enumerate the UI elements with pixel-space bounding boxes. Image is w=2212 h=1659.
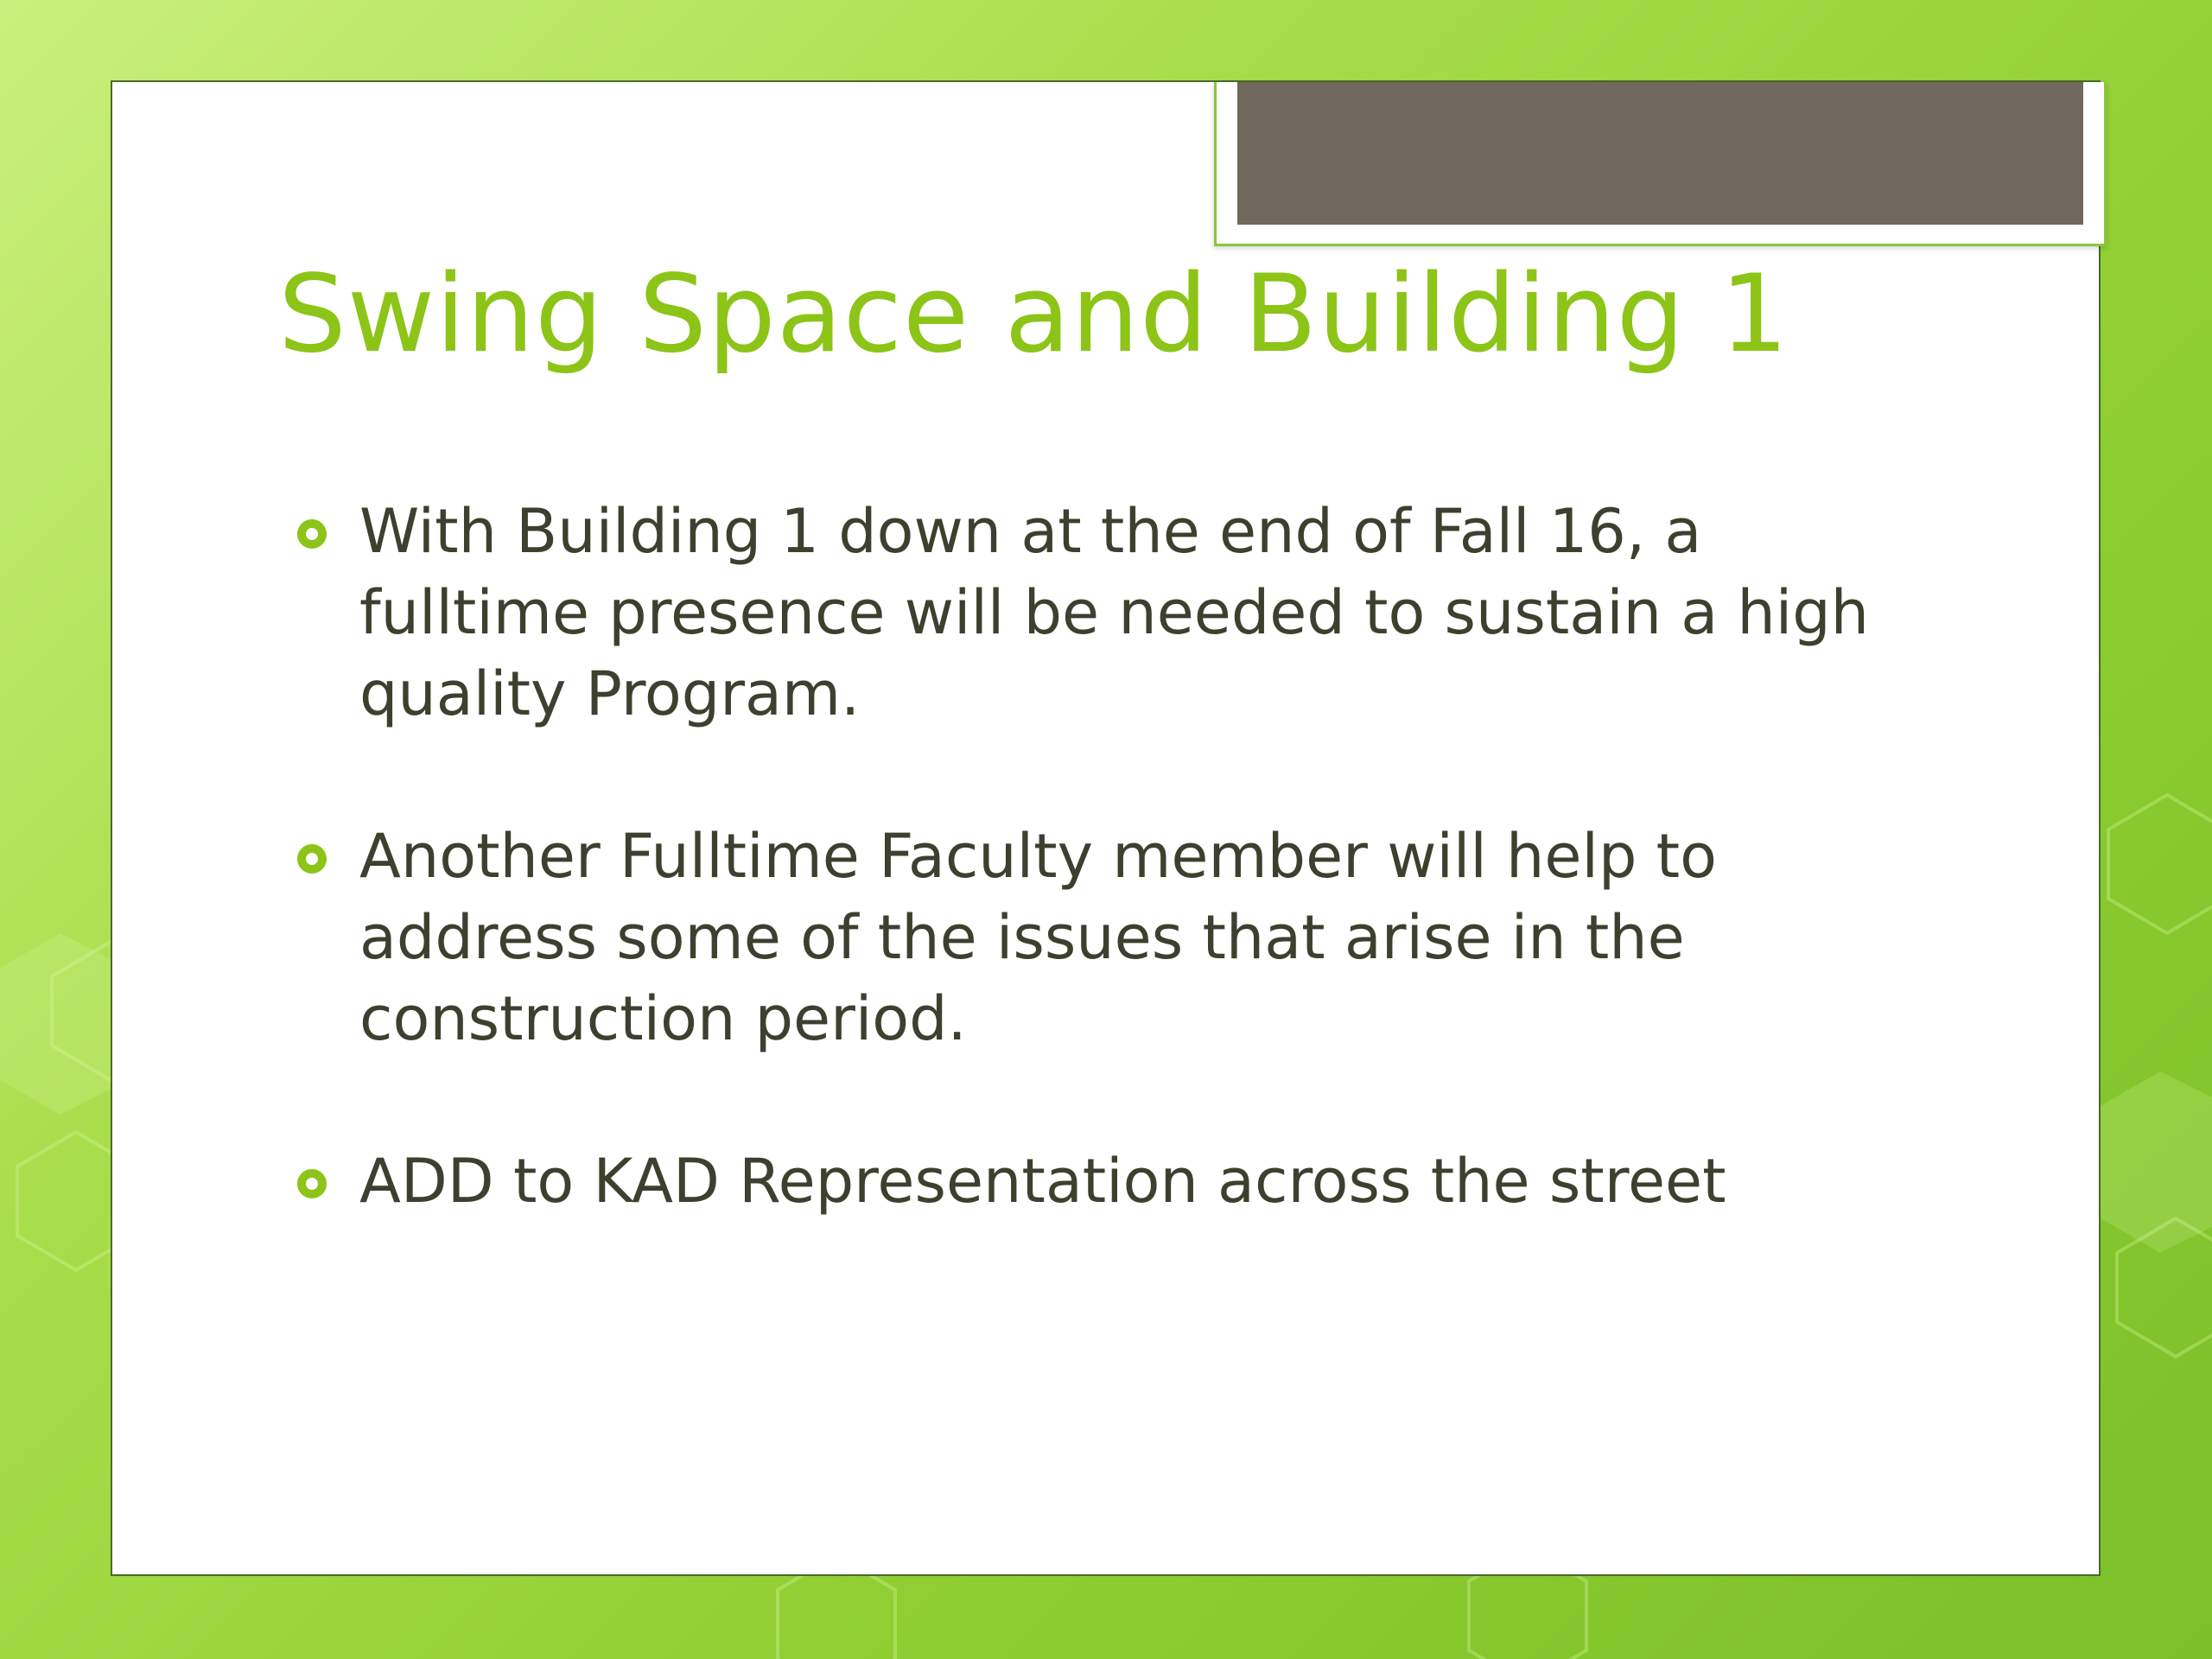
bullet-text: With Building 1 down at the end of Fall 16, a fulltime presence will be needed to sustain a high quality Program. [359,496,1870,729]
ring-bullet-icon [297,1169,327,1198]
bullet-text: Another Fulltime Faculty member will help to address some of the issues that arise in the construction period. [359,821,1717,1054]
ring-bullet-icon [297,519,327,549]
slide-title: Swing Space and Building 1 [278,252,1789,377]
bullet-list [294,491,1918,1303]
bullet-item [294,491,1918,734]
decorative-tab-fill [1237,82,2083,225]
bullet-item [294,1141,1918,1222]
bullet-text: ADD to KAD Representation across the street [359,1146,1726,1217]
ring-bullet-icon [297,844,327,874]
bullet-item [294,816,1918,1059]
decorative-tab [1214,82,2107,246]
